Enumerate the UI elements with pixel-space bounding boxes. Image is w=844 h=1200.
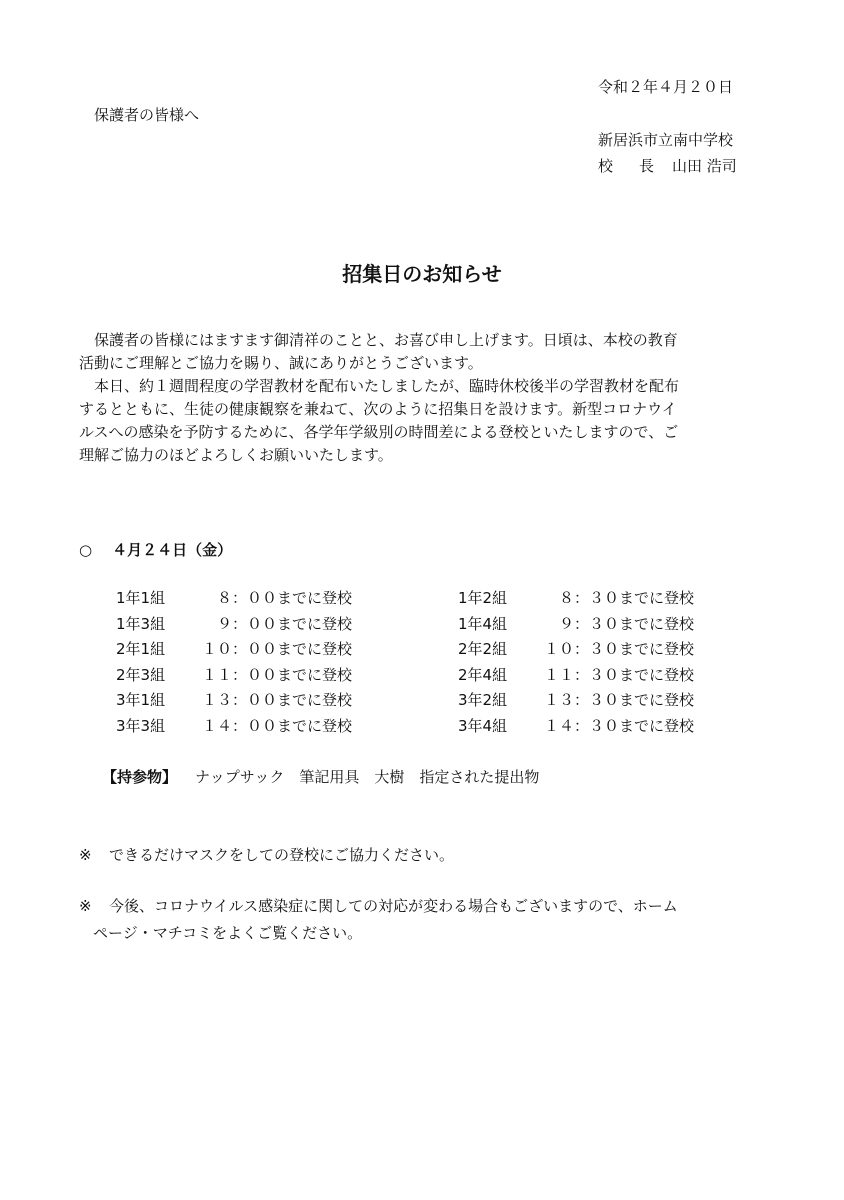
body-line: 理解ご協力のほどよろしくお願いいたします。 [79,446,393,464]
page-title: 招集日のお知らせ [342,262,502,286]
schedule-entry [116,642,352,657]
note-1 [79,848,454,863]
class-name: 2年3組 [116,666,166,684]
reference-mark: ※ [79,897,92,915]
arrival-time: ８：００までに登校 [216,589,352,607]
arrival-time: １４：３０までに登校 [543,717,694,735]
schedule-row [116,668,756,692]
body-line: 保護者の皆様にはますます御清祥のことと、お喜び申し上げます。日頃は、本校の教育 [79,331,678,349]
arrival-time: １０：３０までに登校 [543,640,694,658]
note-2 [79,899,678,914]
note-2-text-line-2: ページ・マチコミをよくご覧ください。 [93,924,363,942]
items-label: 【持参物】 [102,768,178,786]
schedule-row [116,591,756,615]
schedule-entry [458,617,694,632]
schedule-entry [116,617,352,632]
arrival-time: ８：３０までに登校 [558,589,694,607]
principal-title-2: 長 [639,157,655,175]
schedule-row [116,719,756,743]
principal-line [598,159,737,174]
arrival-time: １１：００までに登校 [201,666,352,684]
schedule-row [116,617,756,641]
items-list: ナップサック 筆記用具 大樹 指定された提出物 [195,768,540,786]
class-name: 1年4組 [458,615,508,633]
body-line: 本日、約１週間程度の学習教材を配布いたしましたが、臨時休校後半の学習教材を配布 [79,377,680,395]
arrival-time: １０：００までに登校 [201,640,352,658]
arrival-time: １３：３０までに登校 [543,691,694,709]
arrival-time: １１：３０までに登校 [543,666,694,684]
section-date: ４月２４日（金） [112,541,233,559]
schedule-entry [116,719,352,734]
class-name: 1年3組 [116,615,166,633]
schedule-entry [458,693,694,708]
reference-mark: ※ [79,846,92,864]
section-heading [79,543,232,558]
class-name: 3年4組 [458,717,508,735]
schedule-entry [116,591,352,606]
class-name: 1年1組 [116,589,166,607]
schedule-entry [458,719,694,734]
items-to-bring [102,770,539,785]
circle-marker: ○ [79,541,93,559]
class-name: 3年3組 [116,717,166,735]
note-1-text: できるだけマスクをしての登校にご協力ください。 [109,846,455,864]
schedule-entry [116,668,352,683]
body-line: ルスへの感染を予防するために、各学年学級別の時間差による登校といたしますので、ご [79,423,679,441]
body-text [79,333,769,471]
note-2-text-line-1: 今後、コロナウイルス感染症に関しての対応が変わる場合もございますので、ホーム [109,897,678,915]
schedule-entry [458,668,694,683]
schedule-entry [458,642,694,657]
schedule-row [116,693,756,717]
schedule-entry [116,693,352,708]
document-date: 令和２年４月２０日 [598,78,734,96]
arrival-time: ９：３０までに登校 [558,615,694,633]
schedule-row [116,642,756,666]
arrival-time: ９：００までに登校 [216,615,352,633]
class-name: 3年1組 [116,691,166,709]
schedule-entry [458,591,694,606]
class-name: 3年2組 [458,691,508,709]
body-line: 活動にご理解とご協力を賜り、誠にありがとうございます。 [79,354,483,372]
class-name: 2年2組 [458,640,508,658]
class-name: 2年4組 [458,666,508,684]
school-name: 新居浜市立南中学校 [598,131,734,149]
class-name: 1年2組 [458,589,508,607]
arrival-time: １４：００までに登校 [201,717,352,735]
class-name: 2年1組 [116,640,166,658]
principal-title-1: 校 [598,157,614,175]
addressee: 保護者の皆様へ [94,106,200,124]
body-line: するとともに、生徒の健康観察を兼ねて、次のように招集日を設けます。新型コロナウイ [79,400,677,418]
principal-name: 山田 浩司 [672,157,737,175]
arrival-time: １３：００までに登校 [201,691,352,709]
